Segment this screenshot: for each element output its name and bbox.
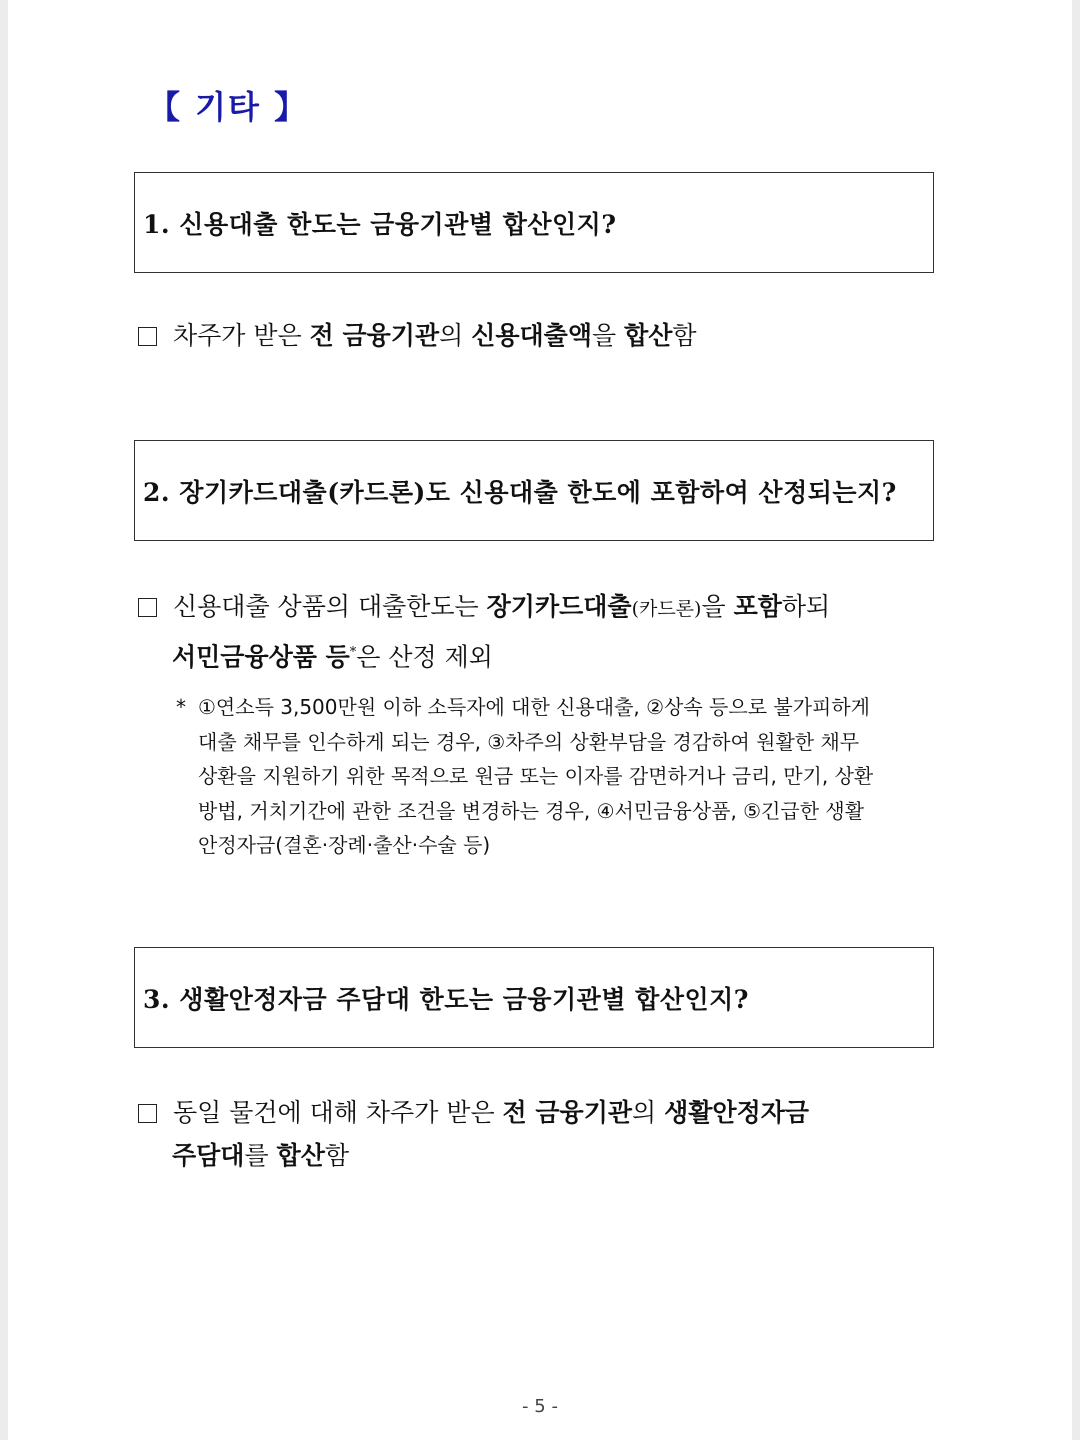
footnote [176, 690, 956, 863]
answer-2 [136, 585, 944, 678]
section-title: 【 기타 】 [148, 88, 309, 126]
answer-3-line-2: 주담대를 합산함 [172, 1141, 350, 1170]
question-box-2 [134, 440, 934, 541]
question-2-text: 2. 장기카드대출(카드론)도 신용대출 한도에 포함하여 산정되는지? [143, 477, 897, 507]
answer-3-line-1: 동일 물건에 대해 차주가 받은 전 금융기관의 생활안정자금 [136, 1091, 944, 1134]
answer-1-line-1: 차주가 받은 전 금융기관의 신용대출액을 합산함 [136, 314, 944, 357]
question-box-3 [134, 947, 934, 1048]
footnote-line: 안정자금(결혼·장례·출산·수술 등) [198, 833, 491, 857]
checkbox-icon [138, 327, 157, 346]
answer-3 [136, 1091, 944, 1177]
footnote-line: 상환을 지원하기 위한 목적으로 원금 또는 이자를 감면하거나 금리, 만기, 상환 [198, 764, 874, 788]
checkbox-icon [138, 598, 157, 617]
footnote-line: * ①연소득 3,500만원 이하 소득자에 대한 신용대출, ②상속 등으로 불가피하게 [176, 695, 870, 719]
document-page [8, 0, 1072, 1440]
page-number: - 5 - [522, 1396, 558, 1417]
answer-1 [136, 314, 944, 357]
question-box-1 [134, 172, 934, 273]
footnote-line: 방법, 거치기간에 관한 조건을 변경하는 경우, ④서민금융상품, ⑤긴급한 생활 [198, 798, 865, 823]
footnote-line: 대출 채무를 인수하게 되는 경우, ③차주의 상환부담을 경감하여 원활한 채무 [198, 729, 860, 754]
answer-2-line-1: 신용대출 상품의 대출한도는 장기카드대출(카드론)을 포함하되 [136, 585, 944, 631]
question-1-text: 1. 신용대출 한도는 금융기관별 합산인지? [143, 209, 617, 239]
question-3-text: 3. 생활안정자금 주담대 한도는 금융기관별 합산인지? [143, 984, 749, 1014]
answer-2-line-2: 서민금융상품 등*은 산정 제외 [172, 642, 493, 672]
checkbox-icon [138, 1104, 157, 1123]
